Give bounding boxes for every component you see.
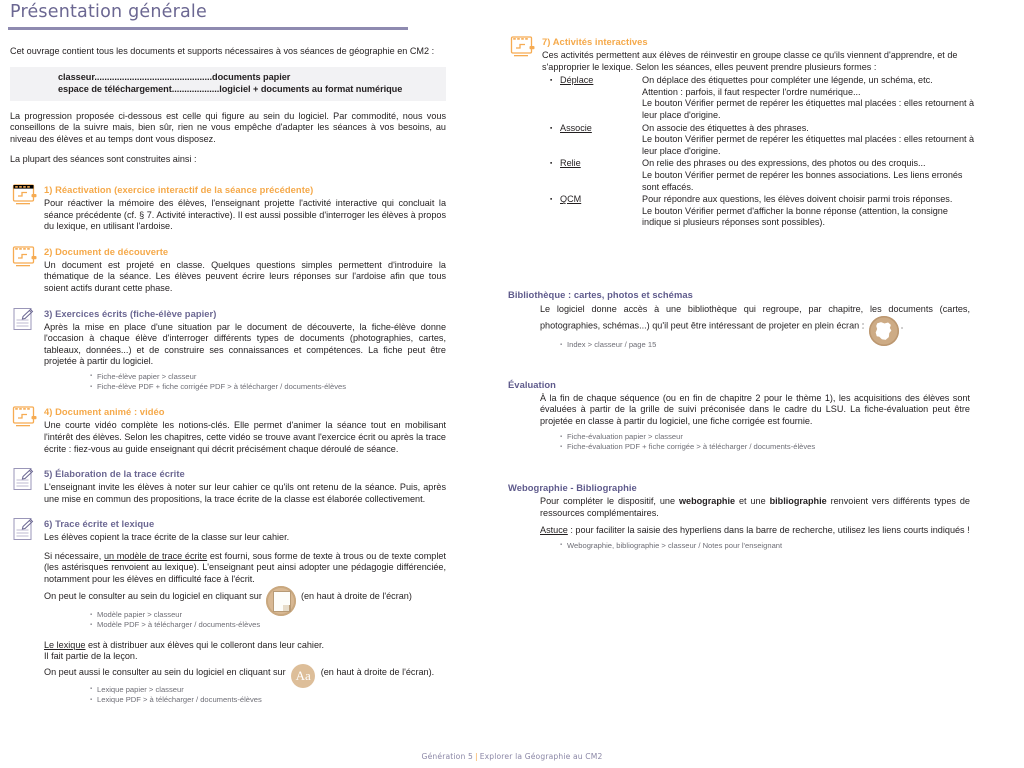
activity-description <box>642 194 970 229</box>
section-heading: Évaluation <box>508 378 556 390</box>
evaluation-references <box>540 432 970 452</box>
activity-line: Le bouton Vérifier permet de repérer les étiquettes mal placées : elles retournent à <box>642 134 975 145</box>
bibliotheque-text <box>540 303 970 337</box>
section7-intro: Ces activités permettent aux élèves de réinvestir en groupe classe ce qu'ils viennent d'apprendre, et de s'approprier le lexique. Selon les séances, elles peuvent prendre plusieurs formes : <box>542 50 958 72</box>
section6-references-1 <box>44 610 446 630</box>
s6-p2-b: est fourni, sous forme de texte à trous ou de texte complet (les astérisques renvoient au lexique). L'enseignant peut ainsi adopter une pédagogie différenciée, notamment pour les élèves en difficulté face à l'écrit. <box>44 550 446 585</box>
footer-separator: | <box>474 752 478 761</box>
activity-line: On associe des étiquettes à des phrases. <box>642 122 809 133</box>
section6-paragraph-5: Il fait partie de la leçon. <box>44 651 138 662</box>
section6-paragraph-4 <box>44 640 446 652</box>
activity-line: leur place d'origine. <box>642 109 721 120</box>
reference-item: ▪ Index > classeur / page 15 <box>560 340 970 350</box>
s6-lexique-underline: Le lexique <box>44 639 86 650</box>
activity-line: indique si plusieurs réponses sont possibles). <box>642 217 825 228</box>
activity-line: Le bouton Vérifier permet d'afficher la bonne réponse (attention, la consigne <box>642 205 948 216</box>
s6-p2-a: Si nécessaire, <box>44 550 104 561</box>
section6-paragraph-2 <box>44 551 446 586</box>
s6-p3-b: (en haut à droite de l'écran) <box>300 590 412 601</box>
activity-description <box>642 75 974 121</box>
activity-line: sont effacés. <box>642 181 694 192</box>
section-paragraph: Une courte vidéo complète les notions-clés. Elle permet d'animer la séance tout en mobilisant l'intérêt des élèves. Selon les chapitres, cette vidéo se trouve avant l'exercice écrit ou après la trace écrite : fiez-vous au guide enseignant qui décrit précisément chaque déroulé de séance. <box>44 420 446 454</box>
reference-item: ▪ Modèle papier > classeur <box>90 610 446 620</box>
screen-interactive-icon <box>12 183 38 207</box>
reference-item: ▪ Fiche-élève PDF + fiche corrigée PDF > à télécharger / documents-élèves <box>90 382 446 392</box>
reference-item: ▪ Webographie, bibliographie > classeur / Notes pour l'enseignant <box>560 541 970 551</box>
reference-item: ▪ Fiche-élève papier > classeur <box>90 372 446 382</box>
section6-paragraph-3 <box>44 586 446 607</box>
section-title: 1) Réactivation (exercice interactif de la séance précédente) <box>44 183 314 195</box>
section-body <box>508 496 970 551</box>
section-bibliotheque <box>508 289 970 351</box>
reference-item: ▪ Fiche-évaluation papier > classeur <box>560 432 970 442</box>
intro-paragraph-2: La plupart des séances sont construites ainsi : <box>10 154 197 165</box>
intro-paragraph-1: La progression proposée ci-dessous est celle qui figure au sein du logiciel. Par commodité, nous vous conseillons de la suivre mais, bien sûr, rien ne vous empêche d'adapter les séances à vos besoins, au niveau des élèves et au temps dont vous disposez. <box>10 110 446 144</box>
activity-line: leur place d'origine. <box>642 145 721 156</box>
evaluation-text: À la fin de chaque séquence (ou en fin de chapitre 2 pour le thème 1), les acquisitions des élèves sont évaluées à partir de la grille de suivi préconisée dans le cadre du LSU. La fiche-évaluation peut être projetée en classe à partir du logiciel, une fiche corrigée est fournie. <box>540 392 970 427</box>
section-elaboration-trace <box>10 468 446 505</box>
right-column <box>508 36 975 565</box>
section-references <box>44 372 446 392</box>
activity-list <box>542 75 975 229</box>
aa-label: Aa <box>295 668 311 684</box>
section-document-decouverte <box>10 246 446 295</box>
web-term-webographie: webographie <box>678 496 736 507</box>
section-document-anime <box>10 406 446 455</box>
web-term-bibliographie: bibliographie <box>769 496 827 507</box>
section-activites-interactives <box>508 36 975 229</box>
s6-p3-a: On peut le consulter au sein du logiciel en cliquant sur <box>44 590 262 601</box>
activity-line: On relie des phrases ou des expressions, des photos ou des croquis... <box>642 158 926 169</box>
activity-row <box>550 158 970 193</box>
footer-brand: Génération 5 <box>421 752 473 761</box>
activity-line: On déplace des étiquettes pour compléter une légende, un schéma, etc. <box>642 75 933 86</box>
activity-description <box>642 158 970 193</box>
web-p1-a: Pour compléter le dispositif, une <box>540 496 679 507</box>
page-footer <box>0 752 1024 761</box>
activity-row <box>550 122 975 158</box>
section-heading: Bibliothèque : cartes, photos et schémas <box>508 288 693 300</box>
webographie-paragraph-2 <box>540 525 970 537</box>
section-reactivation <box>10 184 446 233</box>
s6-p6-b: (en haut à droite de l'écran). <box>320 666 435 677</box>
reference-item: ▪ Modèle PDF > à télécharger / documents-élèves <box>90 620 446 630</box>
section-title: 3) Exercices écrits (fiche-élève papier) <box>44 307 217 319</box>
s6-p4-a: est à distribuer aux élèves qui le colleront dans leur cahier. <box>85 639 325 650</box>
section-title: 4) Document animé : vidéo <box>44 406 165 418</box>
astuce-underline: Astuce <box>540 525 568 535</box>
activity-line: Le bouton Vérifier permet de repérer les bonnes associations. Les liens erronés <box>642 169 963 180</box>
web-p2-a: : pour faciliter la saisie des hyperliens dans la barre de recherche, utilisez les liens courts indiqués ! <box>567 525 970 535</box>
supports-box-line-2: espace de téléchargement...................logiciel + documents au format numérique <box>58 84 403 95</box>
activity-line: Pour répondre aux questions, les élèves doivent choisir parmi trois réponses. <box>642 194 953 205</box>
section-title: 2) Document de découverte <box>44 245 169 257</box>
section-exercices-ecrits <box>10 308 446 393</box>
activity-term: Déplace <box>560 75 594 86</box>
section6-paragraph-1: Les élèves copient la trace écrite de la classe sur leur cahier. <box>44 532 290 543</box>
section-body <box>508 303 970 351</box>
section-paragraph: Pour réactiver la mémoire des élèves, l'enseignant projette l'activité interactive qui concluait la séance précédente (cf. § 7. Activité interactive). Il est aussi possible d'interroger les élèves à propos du lexique, en utilisant l'ardoise. <box>44 197 446 232</box>
section-webographie <box>508 482 970 551</box>
worksheet-pencil-icon <box>12 467 38 491</box>
web-p1-e: renvoient vers différents types de ressources complémentaires. <box>540 496 970 519</box>
activity-description <box>642 123 974 158</box>
activity-term: QCM <box>560 194 582 205</box>
title-divider <box>8 27 408 30</box>
worksheet-pencil-icon <box>12 307 38 331</box>
section-paragraph: Après la mise en place d'une situation par le document de découverte, la fiche-élève donne l'occasion à chaque élève d'interroger différents types de documents (photographies, cartes, tableaux, données...) et de construire ses connaissances et compétences. La fiche peut être projetée à partir du logiciel. <box>44 321 446 367</box>
activity-bullet: ▪ <box>550 77 553 85</box>
section-paragraph: L'enseignant invite les élèves à noter sur leur cahier ce qu'ils ont retenu de la séance. Puis, après une mise en commun des propositions, la trace écrite de la classe est élaborée collectivement. <box>44 482 446 504</box>
section-body <box>508 393 970 453</box>
left-column <box>10 46 446 718</box>
screen-interactive-icon <box>12 245 38 269</box>
worksheet-pencil-icon <box>12 517 38 541</box>
bibliotheque-references <box>540 340 970 350</box>
supports-box-line-1: classeur...............................................documents papier <box>58 71 291 82</box>
webographie-paragraph-1 <box>540 496 970 520</box>
activity-bullet: ▪ <box>550 160 553 168</box>
section-title: 7) Activités interactives <box>542 36 648 47</box>
supports-box <box>10 67 446 101</box>
activity-bullet: ▪ <box>550 196 553 204</box>
bibliotheque-text-b: . <box>900 320 904 331</box>
activity-term: Relie <box>560 158 581 169</box>
activity-row <box>550 194 970 229</box>
activity-line: Le bouton Vérifier permet de repérer les étiquettes mal placées : elles retournent à <box>642 98 975 109</box>
section-title: 5) Élaboration de la trace écrite <box>44 468 185 480</box>
section6-references-2 <box>44 685 446 705</box>
screen-interactive-icon <box>12 405 38 429</box>
section-heading: Webographie - Bibliographie <box>508 482 637 494</box>
web-p1-c: et une <box>735 496 770 507</box>
footer-work: Explorer la Géographie au CM2 <box>479 752 603 761</box>
s6-p6-a: On peut aussi le consulter au sein du logiciel en cliquant sur <box>44 666 286 677</box>
reference-item: ▪ Lexique papier > classeur <box>90 685 446 695</box>
activity-term: Associe <box>560 122 592 133</box>
s6-model-underline: un modèle de trace écrite <box>103 550 208 561</box>
section-evaluation <box>508 379 970 453</box>
activity-line: Attention : parfois, il faut respecter l'ordre numérique... <box>642 86 861 97</box>
page-title: Présentation générale <box>10 2 207 22</box>
intro-lead: Cet ouvrage contient tous les documents et supports nécessaires à vos séances de géographie en CM2 : <box>10 46 435 56</box>
bibliotheque-text-a: Le logiciel donne accès à une bibliothèque qui regroupe, par chapitre, les documents (cartes, photographies, schémas...) qu'il peut être intéressant de projeter en plein écran : <box>540 303 970 331</box>
activity-row <box>550 75 975 121</box>
section-paragraph: Un document est projeté en classe. Quelques questions simples permettent d'introduire la thématique de la séance. Les élèves peuvent écrire leurs réponses sur l'ardoise afin que tous soient actifs durant cette phase. <box>44 259 446 293</box>
webographie-references <box>540 541 970 551</box>
section-trace-ecrite-lexique <box>10 518 446 705</box>
section-title: 6) Trace écrite et lexique <box>44 518 155 530</box>
activity-bullet: ▪ <box>550 124 553 132</box>
section6-paragraph-6 <box>44 663 446 684</box>
reference-item: ▪ Fiche-évaluation PDF + fiche corrigée > à télécharger / documents-élèves <box>560 442 970 452</box>
reference-item: ▪ Lexique PDF > à télécharger / documents-élèves <box>90 695 446 705</box>
screen-interactive-icon <box>510 35 536 59</box>
